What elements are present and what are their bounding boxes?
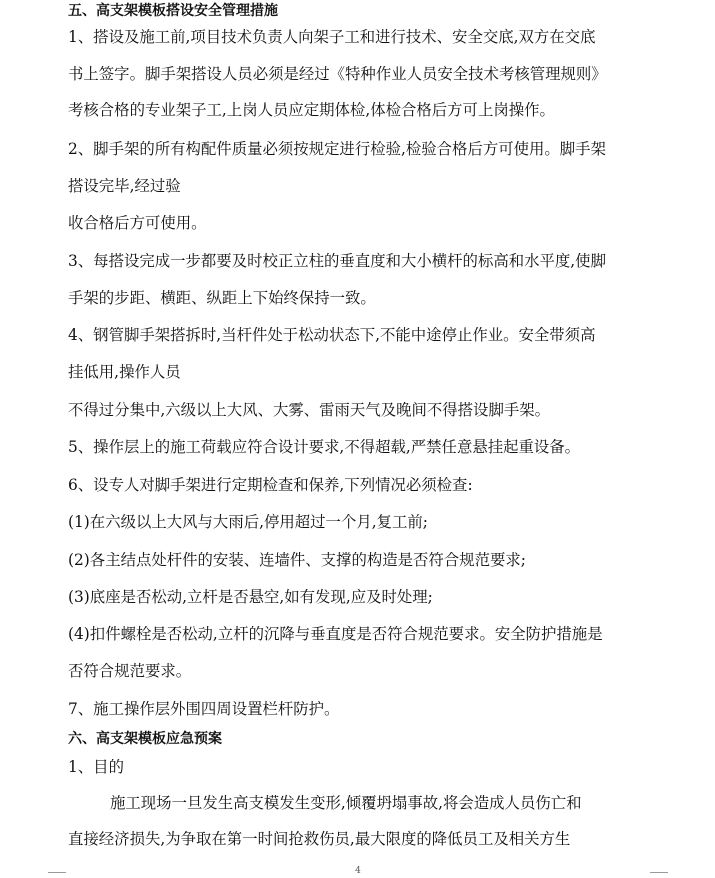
- text-line: 3、每搭设完成一步都要及时校正立柱的垂直度和大小横杆的标高和水平度,使脚: [68, 252, 606, 270]
- text-line: 1、搭设及施工前,项目技术负责人向架子工和进行技术、安全交底,双方在交底: [68, 28, 596, 46]
- text-line: 否符合规范要求。: [68, 662, 192, 680]
- text-line: 搭设完毕,经过验: [68, 177, 181, 195]
- text-line: 6、设专人对脚手架进行定期检查和保养,下列情况必须检查:: [68, 476, 473, 494]
- text-line: 收合格后方可使用。: [68, 214, 207, 232]
- page-number: 4: [355, 866, 361, 876]
- paragraph-line: 直接经济损失,为争取在第一时间抢救伤员,最大限度的降低员工及相关方生: [68, 830, 571, 848]
- footer-right-mark: [650, 872, 668, 873]
- list-item: (3)底座是否松动,立杆是否悬空,如有发现,应及时处理;: [68, 588, 433, 606]
- text-line: 2、脚手架的所有构配件质量必须按规定进行检验,检验合格后方可使用。脚手架: [68, 140, 606, 158]
- text-line: 书上签字。脚手架搭设人员必须是经过《特种作业人员安全技术考核管理规则》: [68, 65, 607, 83]
- text-line: 5、操作层上的施工荷载应符合设计要求,不得超载,严禁任意悬挂起重设备。: [68, 438, 581, 456]
- subheading-purpose: 1、目的: [68, 758, 124, 776]
- text-line: 4、钢管脚手架搭拆时,当杆件处于松动状态下,不能中途停止作业。安全带须高: [68, 326, 596, 344]
- footer-left-mark: [48, 872, 66, 873]
- text-line: 考核合格的专业架子工,上岗人员应定期体检,体检合格后方可上岗操作。: [68, 101, 555, 119]
- text-line: 不得过分集中,六级以上大风、大雾、雷雨天气及晚间不得搭设脚手架。: [68, 401, 551, 419]
- list-item: (4)扣件螺栓是否松动,立杆的沉降与垂直度是否符合规范要求。安全防护措施是: [68, 625, 603, 643]
- text-line: 手架的步距、横距、纵距上下始终保持一致。: [68, 289, 376, 307]
- section-heading-5: 五、高支架模板搭设安全管理措施: [68, 3, 278, 19]
- text-line: 挂低用,操作人员: [68, 363, 181, 381]
- section-heading-6: 六、高支架模板应急预案: [68, 731, 222, 747]
- paragraph-line: 施工现场一旦发生高支模发生变形,倾覆坍塌事故,将会造成人员伤亡和: [110, 794, 582, 812]
- list-item: (1)在六级以上大风与大雨后,停用超过一个月,复工前;: [68, 513, 428, 531]
- list-item: (2)各主结点处杆件的安装、连墙件、支撑的构造是否符合规范要求;: [68, 551, 526, 569]
- text-line: 7、施工操作层外围四周设置栏杆防护。: [68, 700, 340, 718]
